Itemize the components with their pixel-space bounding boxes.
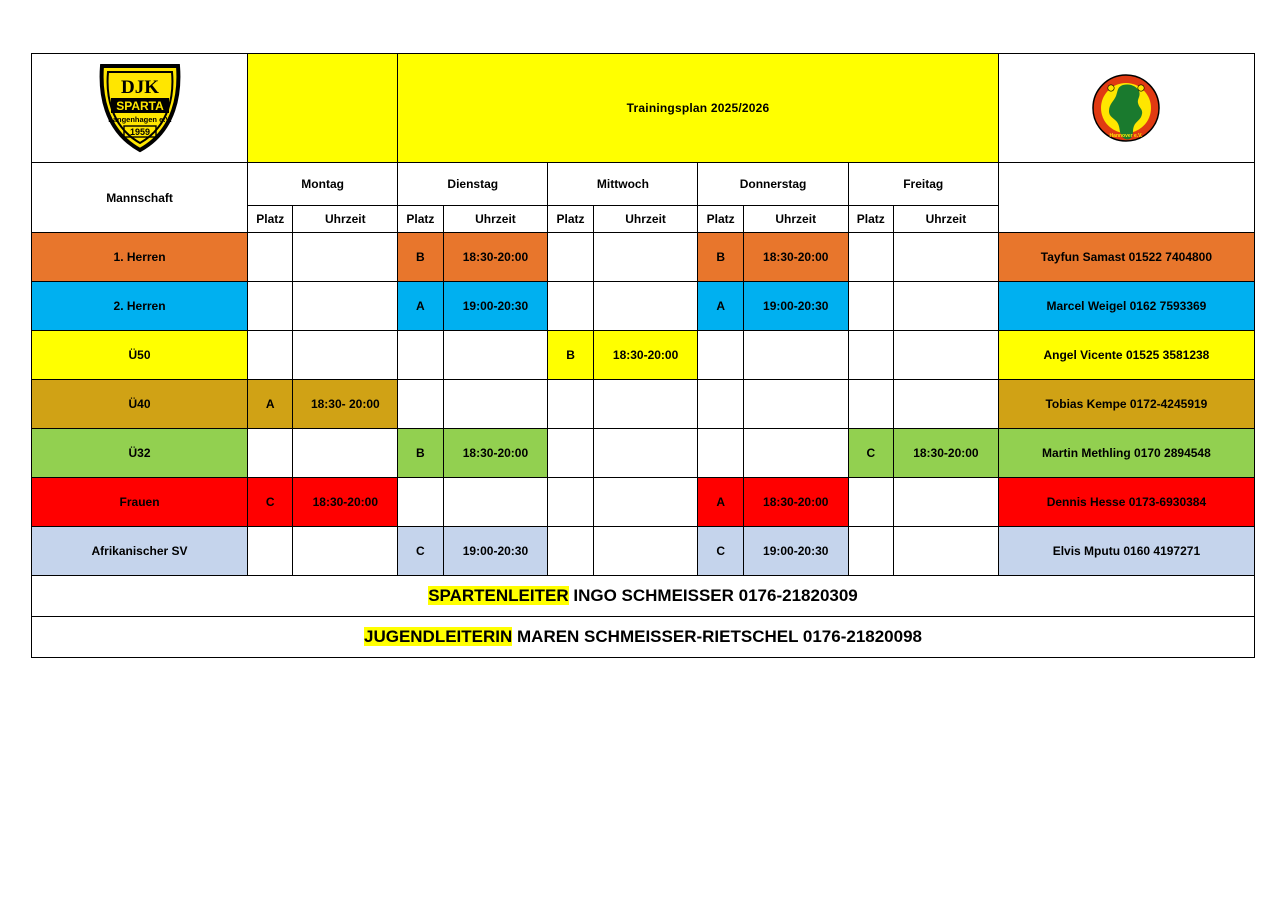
table-row bbox=[32, 331, 1255, 380]
contact-person: Martin Methling 0170 2894548 bbox=[998, 429, 1254, 478]
slot-time bbox=[593, 380, 698, 429]
table-row bbox=[32, 429, 1255, 478]
slot-platz bbox=[848, 380, 893, 429]
djk-sparta-crest-icon bbox=[32, 60, 247, 156]
svg-text:Hannover e.V.: Hannover e.V. bbox=[1109, 133, 1143, 139]
slot-time: 18:30-20:00 bbox=[293, 478, 398, 527]
subheader-uhrzeit-freitag: Uhrzeit bbox=[893, 206, 998, 233]
slot-platz bbox=[848, 282, 893, 331]
slot-platz bbox=[548, 527, 593, 576]
slot-time bbox=[743, 380, 848, 429]
slot-platz bbox=[248, 331, 293, 380]
slot-time: 18:30-20:00 bbox=[893, 429, 998, 478]
slot-time: 19:00-20:30 bbox=[743, 282, 848, 331]
contact-column-header bbox=[998, 163, 1254, 233]
jugendleiterin-value: MAREN SCHMEISSER-RIETSCHEL 0176-21820098 bbox=[512, 627, 922, 646]
table-row bbox=[32, 282, 1255, 331]
slot-platz: A bbox=[398, 282, 443, 331]
day-header-montag: Montag bbox=[248, 163, 398, 206]
slot-time bbox=[593, 429, 698, 478]
slot-time: 19:00-20:30 bbox=[443, 282, 548, 331]
day-header-mittwoch: Mittwoch bbox=[548, 163, 698, 206]
slot-time bbox=[893, 331, 998, 380]
slot-platz bbox=[848, 331, 893, 380]
spartenleiter-cell bbox=[32, 576, 1255, 617]
subheader-platz-montag: Platz bbox=[248, 206, 293, 233]
jugendleiterin-cell bbox=[32, 617, 1255, 658]
contact-person: Tobias Kempe 0172-4245919 bbox=[998, 380, 1254, 429]
table-row bbox=[32, 380, 1255, 429]
svg-text:DJK: DJK bbox=[120, 77, 159, 98]
day-header-dienstag: Dienstag bbox=[398, 163, 548, 206]
slot-time bbox=[293, 429, 398, 478]
svg-text:Langenhagen e.V.: Langenhagen e.V. bbox=[107, 115, 172, 124]
contact-person: Angel Vicente 01525 3581238 bbox=[998, 331, 1254, 380]
slot-platz bbox=[848, 478, 893, 527]
slot-platz bbox=[248, 282, 293, 331]
slot-time: 18:30-20:00 bbox=[443, 233, 548, 282]
slot-time bbox=[443, 331, 548, 380]
slot-platz bbox=[548, 478, 593, 527]
contact-person: Marcel Weigel 0162 7593369 bbox=[998, 282, 1254, 331]
slot-time bbox=[893, 527, 998, 576]
slot-time bbox=[593, 233, 698, 282]
slot-platz: C bbox=[698, 527, 743, 576]
subheader-platz-donnerstag: Platz bbox=[698, 206, 743, 233]
slot-time: 19:00-20:30 bbox=[743, 527, 848, 576]
slot-platz: A bbox=[698, 282, 743, 331]
training-plan-table bbox=[31, 53, 1255, 658]
day-header-row bbox=[32, 163, 1255, 206]
slot-time: 18:30-20:00 bbox=[443, 429, 548, 478]
title-spacer-cell bbox=[248, 54, 398, 163]
team-column-header: Mannschaft bbox=[32, 163, 248, 233]
slot-platz: B bbox=[398, 429, 443, 478]
slot-platz bbox=[548, 282, 593, 331]
team-name: Ü40 bbox=[32, 380, 248, 429]
slot-platz: A bbox=[248, 380, 293, 429]
slot-platz bbox=[548, 233, 593, 282]
team-name: Frauen bbox=[32, 478, 248, 527]
partner-crest-cell bbox=[998, 54, 1254, 163]
slot-platz bbox=[248, 527, 293, 576]
slot-platz bbox=[548, 429, 593, 478]
slot-time bbox=[893, 282, 998, 331]
day-header-freitag: Freitag bbox=[848, 163, 998, 206]
slot-time bbox=[893, 478, 998, 527]
subheader-uhrzeit-montag: Uhrzeit bbox=[293, 206, 398, 233]
slot-time bbox=[293, 527, 398, 576]
slot-platz bbox=[698, 331, 743, 380]
slot-platz bbox=[248, 429, 293, 478]
spartenleiter-row bbox=[32, 576, 1255, 617]
slot-platz bbox=[848, 233, 893, 282]
spartenleiter-label: SPARTENLEITER bbox=[428, 586, 569, 605]
team-name: 2. Herren bbox=[32, 282, 248, 331]
day-header-donnerstag: Donnerstag bbox=[698, 163, 848, 206]
slot-platz bbox=[548, 380, 593, 429]
team-name: Afrikanischer SV bbox=[32, 527, 248, 576]
team-name: 1. Herren bbox=[32, 233, 248, 282]
slot-time bbox=[443, 478, 548, 527]
slot-platz bbox=[248, 233, 293, 282]
slot-platz bbox=[398, 478, 443, 527]
subheader-platz-dienstag: Platz bbox=[398, 206, 443, 233]
slot-time: 19:00-20:30 bbox=[443, 527, 548, 576]
slot-time: 18:30- 20:00 bbox=[293, 380, 398, 429]
slot-time bbox=[293, 282, 398, 331]
slot-platz: B bbox=[398, 233, 443, 282]
jugendleiterin-row bbox=[32, 617, 1255, 658]
slot-time bbox=[593, 282, 698, 331]
slot-platz bbox=[698, 380, 743, 429]
slot-time bbox=[893, 380, 998, 429]
slot-time: 18:30-20:00 bbox=[743, 233, 848, 282]
svg-text:1959: 1959 bbox=[129, 127, 150, 137]
slot-time bbox=[893, 233, 998, 282]
slot-platz: B bbox=[698, 233, 743, 282]
table-row bbox=[32, 233, 1255, 282]
svg-text:SPARTA: SPARTA bbox=[115, 99, 164, 113]
table-row bbox=[32, 478, 1255, 527]
table-row bbox=[32, 527, 1255, 576]
slot-platz bbox=[398, 380, 443, 429]
slot-platz: A bbox=[698, 478, 743, 527]
subheader-uhrzeit-mittwoch: Uhrzeit bbox=[593, 206, 698, 233]
slot-platz bbox=[848, 527, 893, 576]
slot-time: 18:30-20:00 bbox=[593, 331, 698, 380]
slot-time bbox=[293, 233, 398, 282]
contact-person: Elvis Mputu 0160 4197271 bbox=[998, 527, 1254, 576]
slot-time: 18:30-20:00 bbox=[743, 478, 848, 527]
spartenleiter-value: INGO SCHMEISSER 0176-21820309 bbox=[568, 586, 858, 605]
slot-time bbox=[293, 331, 398, 380]
afrikanischer-sv-crest-icon bbox=[999, 73, 1254, 143]
slot-time bbox=[743, 429, 848, 478]
page-title: Trainingsplan 2025/2026 bbox=[398, 54, 999, 163]
contact-person: Dennis Hesse 0173-6930384 bbox=[998, 478, 1254, 527]
subheader-uhrzeit-dienstag: Uhrzeit bbox=[443, 206, 548, 233]
slot-time bbox=[743, 331, 848, 380]
slot-time bbox=[443, 380, 548, 429]
jugendleiterin-label: JUGENDLEITERIN bbox=[363, 627, 513, 646]
slot-platz: B bbox=[548, 331, 593, 380]
subheader-uhrzeit-donnerstag: Uhrzeit bbox=[743, 206, 848, 233]
slot-platz: C bbox=[398, 527, 443, 576]
contact-person: Tayfun Samast 01522 7404800 bbox=[998, 233, 1254, 282]
club-crest-cell bbox=[32, 54, 248, 163]
subheader-platz-mittwoch: Platz bbox=[548, 206, 593, 233]
subheader-platz-freitag: Platz bbox=[848, 206, 893, 233]
slot-platz: C bbox=[248, 478, 293, 527]
slot-platz bbox=[398, 331, 443, 380]
slot-platz: C bbox=[848, 429, 893, 478]
slot-time bbox=[593, 527, 698, 576]
team-name: Ü32 bbox=[32, 429, 248, 478]
slot-time bbox=[593, 478, 698, 527]
slot-platz bbox=[698, 429, 743, 478]
team-name: Ü50 bbox=[32, 331, 248, 380]
title-row bbox=[32, 54, 1255, 163]
